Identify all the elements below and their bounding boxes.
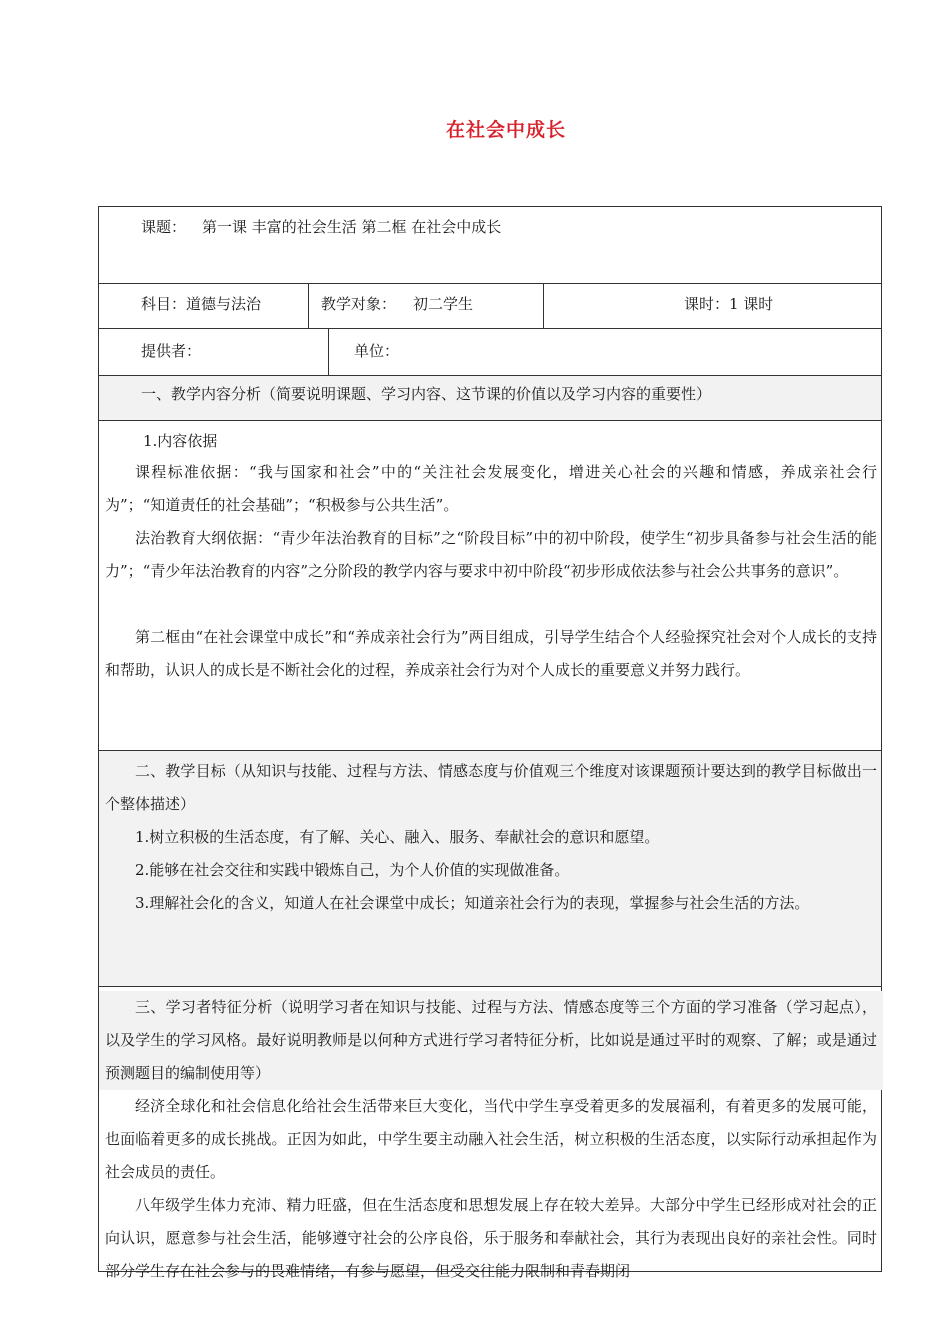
section1-para-3: 第二框由“在社会课堂中成长”和“养成亲社会行为”两目组成，引导学生结合个人经验探究社会对个人成长的支持和帮助，认识人的成长是不断社会化的过程，养成亲社会行为对个人成长的重要意义并努力践行。	[105, 628, 877, 679]
row-section2	[99, 751, 881, 987]
section2-item-2: 2.能够在社会交往和实践中锻炼自己，为个人价值的实现做准备。	[135, 861, 570, 879]
document-title: 在社会中成长	[445, 119, 566, 141]
section3-heading: 三、学习者特征分析（说明学习者在知识与技能、过程与方法、情感态度等三个方面的学习准备（学习起点），以及学生的学习风格。最好说明教师是以何种方式进行学习者特征分析，比如说是通过平时的观察、了解；或是通过预测题目的编制使用等）	[99, 991, 883, 1090]
section1-heading: 一、教学内容分析（简要说明课题、学习内容、这节课的价值以及学习内容的重要性）	[141, 385, 712, 403]
provider-label: 提供者：	[141, 342, 202, 360]
audience-value: 初二学生	[413, 295, 474, 313]
row-topic	[99, 207, 881, 284]
lesson-plan-table	[98, 206, 882, 1280]
unit-label: 单位：	[354, 342, 400, 360]
row-provider	[99, 329, 881, 376]
section1-subheading: 1.内容依据	[143, 432, 218, 450]
section2-item-1: 1.树立积极的生活态度，有了解、关心、融入、服务、奉献社会的意识和愿望。	[135, 828, 660, 846]
section2-heading: 二、教学目标（从知识与技能、过程与方法、情感态度与价值观三个维度对该课题预计要达到的教学目标做出一个整体描述）	[105, 762, 877, 813]
subject-label: 科目：	[141, 295, 187, 313]
topic-label: 课题：	[141, 218, 187, 236]
section3-para-1: 经济全球化和社会信息化给社会生活带来巨大变化，当代中学生享受着更多的发展福利，有着更多的发展可能，也面临着更多的成长挑战。正因为如此，中学生要主动融入社会生活，树立积极的生活态度，以实际行动承担起作为社会成员的责任。	[105, 1097, 877, 1181]
section1-para-2: 法治教育大纲依据：“青少年法治教育的目标”之“阶段目标”中的初中阶段，使学生“初步具备参与社会生活的能力”；“青少年法治教育的内容”之分阶段的教学内容与要求中初中阶段“初步形成依法参与社会公共事务的意识”。	[105, 529, 877, 580]
section3-para-2: 八年级学生体力充沛、精力旺盛，但在生活态度和思想发展上存在较大差异。大部分中学生已经形成对社会的正向认识，愿意参与社会生活，能够遵守社会的公序良俗，乐于服务和奉献社会，其行为表现出良好的亲社会性。同时部分学生存在社会参与的畏难情绪，有参与愿望，但受交往能力限制和青春期闭	[105, 1196, 877, 1280]
audience-label: 教学对象：	[321, 295, 397, 313]
subject-value: 道德与法治	[186, 295, 262, 313]
cell-audience	[309, 284, 544, 328]
cell-unit	[329, 329, 881, 375]
section1-para-1: 课程标准依据：“我与国家和社会”中的“关注社会发展变化，增进关心社会的兴趣和情感，养成亲社会行为”；“知道责任的社会基础”；“积极参与公共生活”。	[105, 463, 877, 514]
row-section3	[99, 987, 881, 1280]
period-value: 1 课时	[729, 295, 774, 313]
cell-provider	[99, 329, 329, 375]
topic-value: 第一课 丰富的社会生活 第二框 在社会中成长	[202, 218, 502, 236]
period-label: 课时：	[684, 295, 730, 313]
cell-period	[544, 284, 881, 328]
row-subject	[99, 284, 881, 329]
row-section1-heading	[99, 376, 881, 421]
section2-item-3: 3.理解社会化的含义，知道人在社会课堂中成长；知道亲社会行为的表现，掌握参与社会生活的方法。	[135, 894, 810, 912]
row-section1-content	[99, 421, 881, 751]
cell-subject	[99, 284, 309, 328]
